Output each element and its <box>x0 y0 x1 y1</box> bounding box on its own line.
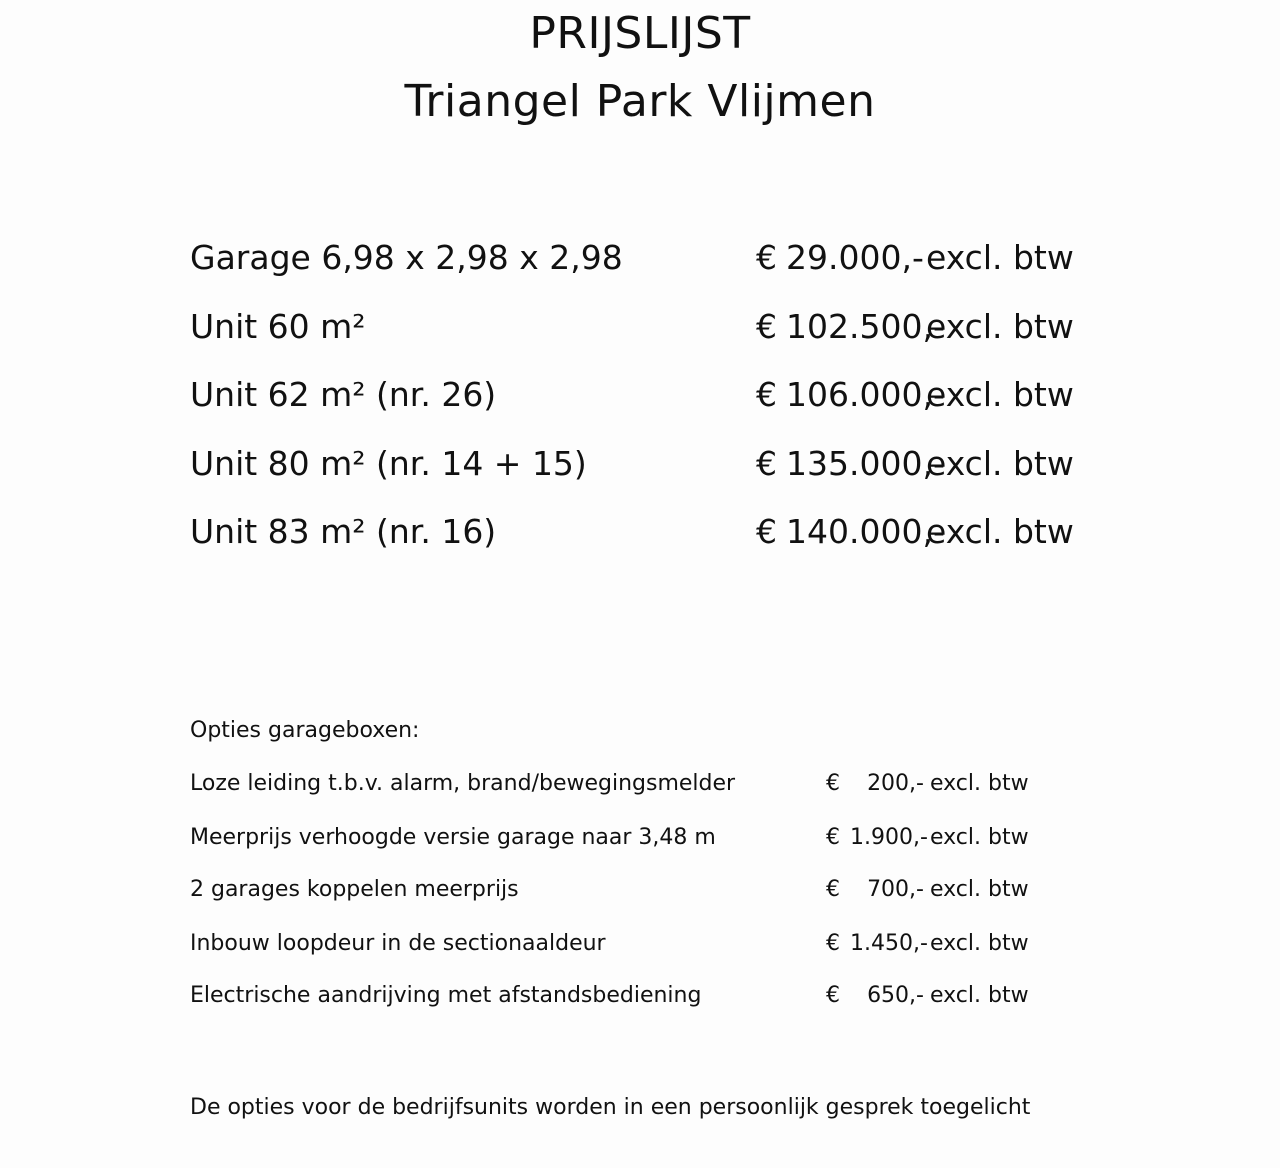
price-currency: € <box>756 444 777 483</box>
document-title: PRIJSLIJST <box>529 8 751 59</box>
option-row-garages-koppelen <box>190 875 1090 905</box>
footer-note: De opties voor de bedrijfsunits worden in een persoonlijk gesprek toegelicht <box>190 1095 1031 1120</box>
price-currency: € <box>756 238 777 277</box>
price-suffix: excl. btw <box>926 375 1074 414</box>
option-suffix: excl. btw <box>930 771 1029 796</box>
option-suffix: excl. btw <box>930 931 1029 956</box>
price-suffix: excl. btw <box>926 307 1074 346</box>
option-currency: € <box>826 877 840 902</box>
options-heading: Opties garageboxen: <box>190 718 420 743</box>
document-subtitle: Triangel Park Vlijmen <box>404 76 876 127</box>
price-label: Unit 83 m² (nr. 16) <box>190 512 497 551</box>
price-currency: € <box>756 512 777 551</box>
option-currency: € <box>826 931 840 956</box>
option-amount: 700,- <box>867 877 924 902</box>
price-suffix: excl. btw <box>926 238 1074 277</box>
price-currency: € <box>756 307 777 346</box>
option-row-verhoogde-versie <box>190 823 1090 853</box>
option-amount: 1.900,- <box>850 825 928 850</box>
option-suffix: excl. btw <box>930 877 1029 902</box>
price-label: Unit 60 m² <box>190 307 366 346</box>
option-label: 2 garages koppelen meerprijs <box>190 877 519 902</box>
option-label: Loze leiding t.b.v. alarm, brand/bewegingsmelder <box>190 771 736 796</box>
price-label: Unit 62 m² (nr. 26) <box>190 375 497 414</box>
option-currency: € <box>826 825 840 850</box>
price-row-garage <box>190 236 1110 280</box>
option-currency: € <box>826 983 840 1008</box>
option-amount: 650,- <box>867 983 924 1008</box>
option-label: Meerprijs verhoogde versie garage naar 3,48 m <box>190 825 716 850</box>
option-label: Inbouw loopdeur in de sectionaaldeur <box>190 931 606 956</box>
option-amount: 200,- <box>867 771 924 796</box>
option-suffix: excl. btw <box>930 825 1029 850</box>
price-row-unit-83 <box>190 510 1110 554</box>
price-suffix: excl. btw <box>926 444 1074 483</box>
price-amount: 106.000,- <box>786 375 945 414</box>
price-amount: 140.000,- <box>786 512 945 551</box>
price-suffix: excl. btw <box>926 512 1074 551</box>
price-row-unit-60 <box>190 305 1110 349</box>
price-amount: 135.000,- <box>786 444 945 483</box>
option-row-loopdeur <box>190 929 1090 959</box>
option-label: Electrische aandrijving met afstandsbediening <box>190 983 702 1008</box>
price-amount: 102.500,- <box>786 307 945 346</box>
price-row-unit-80 <box>190 442 1110 486</box>
option-currency: € <box>826 771 840 796</box>
option-amount: 1.450,- <box>850 931 928 956</box>
option-suffix: excl. btw <box>930 983 1029 1008</box>
price-label: Garage 6,98 x 2,98 x 2,98 <box>190 238 623 277</box>
price-label: Unit 80 m² (nr. 14 + 15) <box>190 444 587 483</box>
price-currency: € <box>756 375 777 414</box>
option-row-electrische-aandrijving <box>190 981 1090 1011</box>
option-row-loze-leiding <box>190 769 1090 799</box>
price-amount: 29.000,- <box>786 238 924 277</box>
price-row-unit-62 <box>190 373 1110 417</box>
